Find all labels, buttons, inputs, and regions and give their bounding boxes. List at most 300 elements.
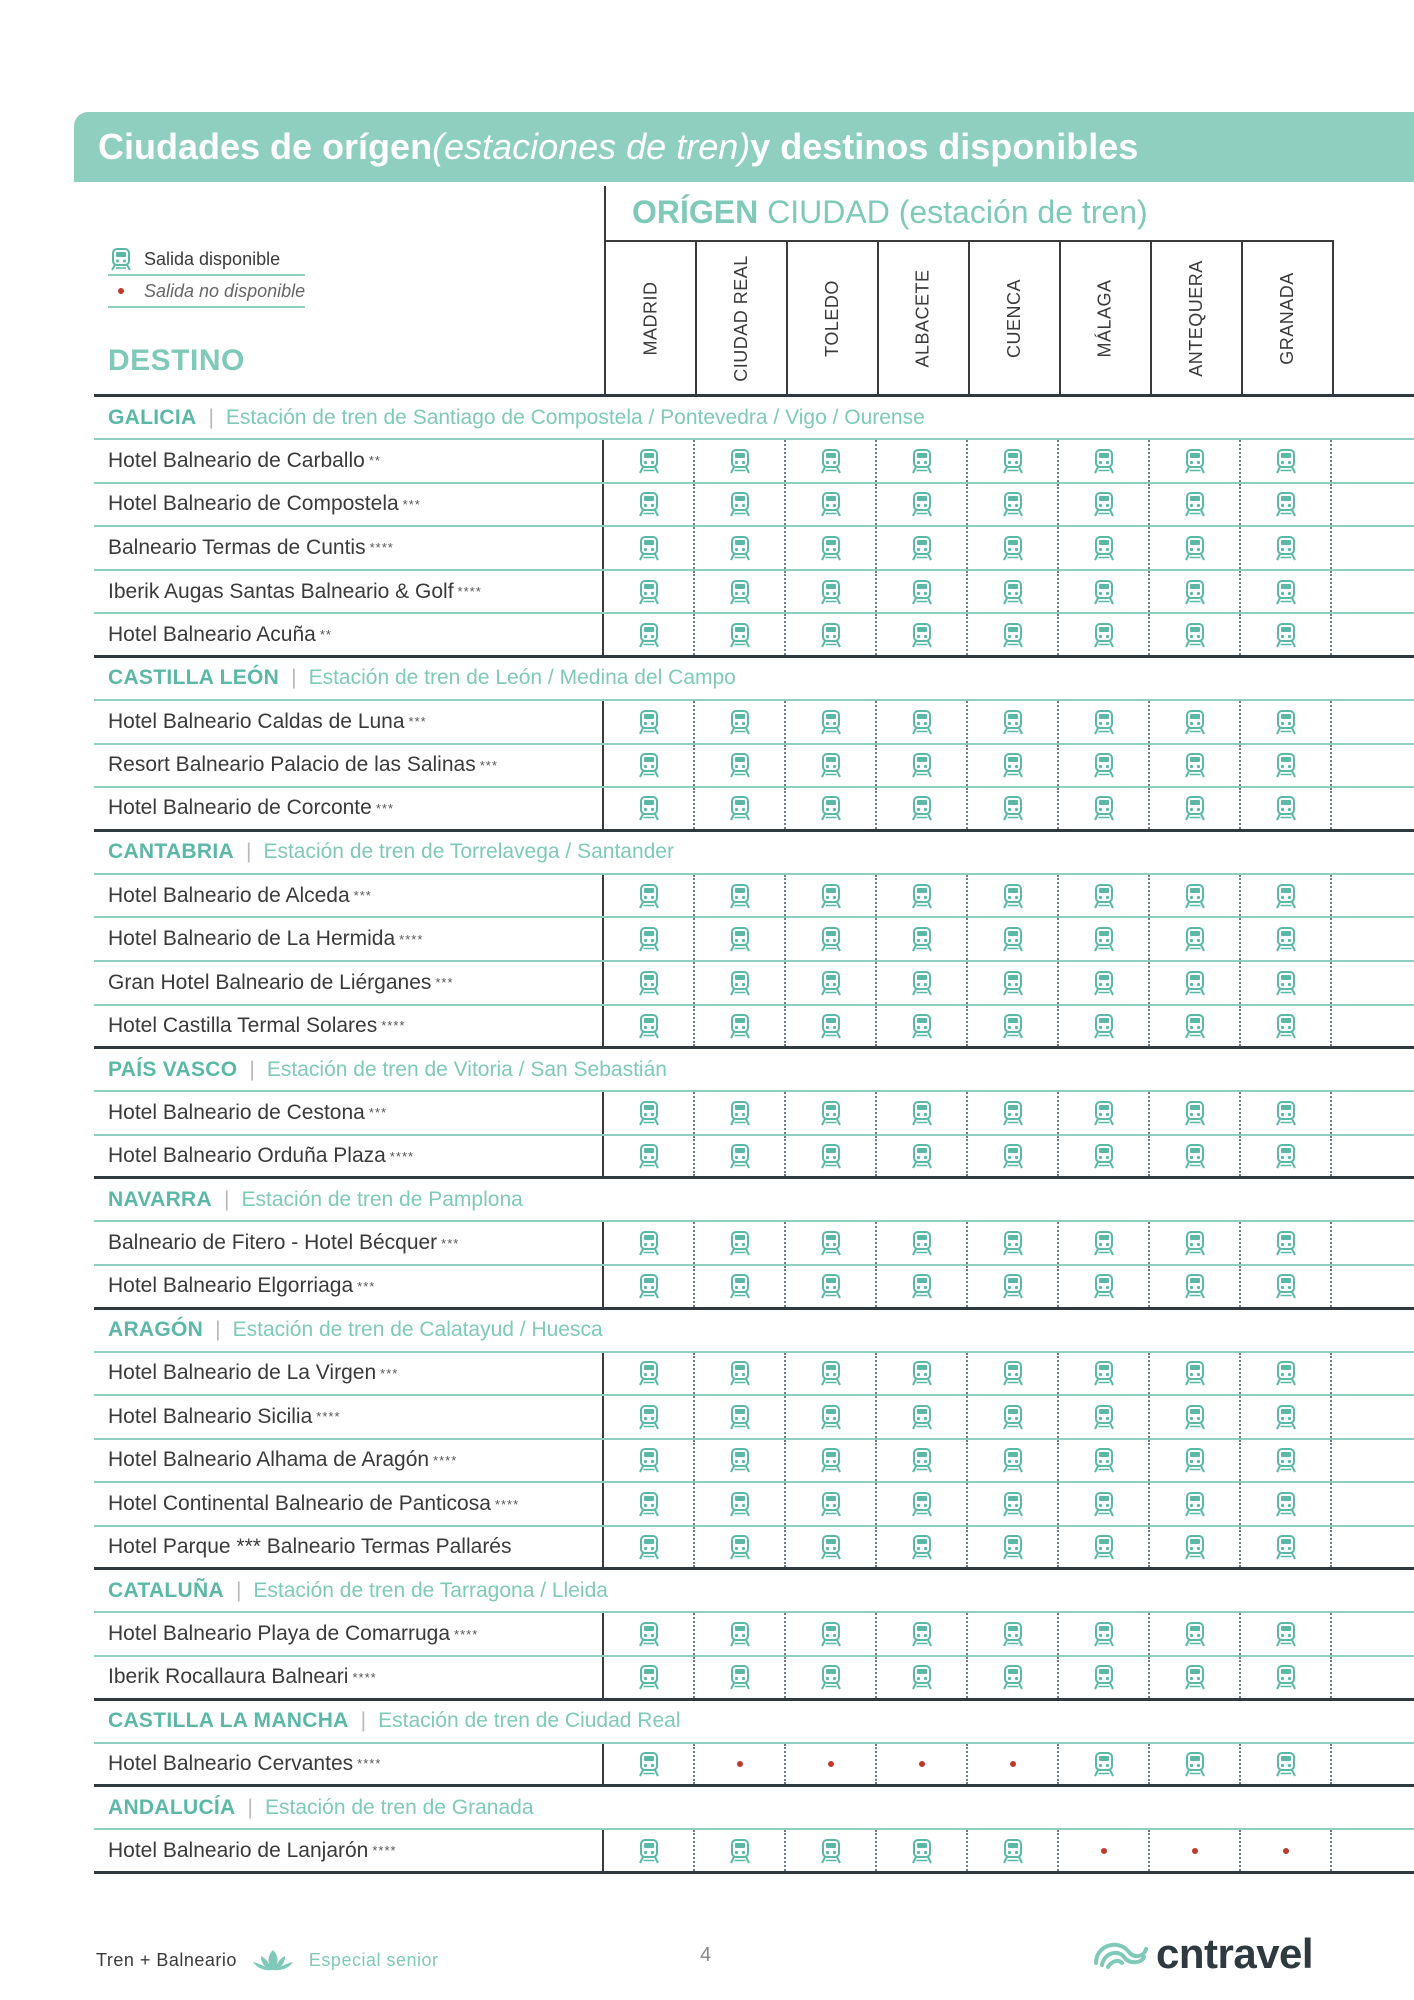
- availability-cell: [1059, 1440, 1150, 1482]
- train-icon: [1275, 1100, 1297, 1126]
- train-icon: [820, 1100, 842, 1126]
- availability-cell: [1059, 1613, 1150, 1655]
- hotel-stars: ***: [408, 714, 427, 730]
- availability-cell: [1150, 1006, 1241, 1047]
- availability-cell: [1241, 962, 1332, 1004]
- train-icon: [638, 622, 660, 648]
- origin-column-label: MÁLAGA: [1095, 278, 1115, 358]
- table-row: [94, 1613, 1414, 1657]
- train-icon: [1184, 1360, 1206, 1386]
- train-icon: [1093, 1143, 1115, 1169]
- availability-cell: [604, 1136, 695, 1177]
- legend-unavailable: [108, 276, 305, 308]
- availability-cell: [877, 1744, 968, 1785]
- availability-cell: [877, 701, 968, 743]
- availability-cell: [695, 1527, 786, 1568]
- train-icon: [1002, 970, 1024, 996]
- region-station: Estación de tren de Calatayud / Huesca: [232, 1318, 603, 1341]
- separator: |: [291, 666, 297, 690]
- hotel-stars: ***: [357, 1278, 376, 1294]
- availability-cell: [1150, 571, 1241, 613]
- availability-cell: [968, 1136, 1059, 1177]
- table-row: [94, 962, 1414, 1006]
- separator: |: [208, 405, 214, 429]
- availability-cell: [968, 1613, 1059, 1655]
- availability-cell: [877, 1830, 968, 1871]
- availability-cell: [604, 1830, 695, 1871]
- separator: |: [245, 840, 252, 864]
- train-icon: [820, 1143, 842, 1169]
- availability-cell: [968, 1527, 1059, 1568]
- availability-cell: [604, 1527, 695, 1568]
- train-icon: [1184, 752, 1206, 778]
- availability-cell: [1059, 1006, 1150, 1047]
- train-icon: [729, 1230, 751, 1256]
- availability-cell: [1150, 1353, 1241, 1395]
- availability-cell: [1241, 745, 1332, 787]
- region-name: CASTILLA LA MANCHA: [108, 1709, 349, 1733]
- availability-cell: [877, 1527, 968, 1568]
- train-icon: [1275, 883, 1297, 909]
- availability-cell: [1059, 1483, 1150, 1525]
- train-icon: [911, 1447, 933, 1473]
- availability-cell: [1059, 1136, 1150, 1177]
- availability-cell: [1241, 1396, 1332, 1438]
- table-row: [94, 745, 1414, 789]
- hotel-name: Balneario Termas de Cuntis: [108, 535, 366, 559]
- availability-cell: [968, 1006, 1059, 1047]
- availability-cell: [968, 1483, 1059, 1525]
- train-icon: [911, 1273, 933, 1299]
- table-row: [94, 1657, 1414, 1701]
- table-row: [94, 1483, 1414, 1527]
- hotel-name: Hotel Balneario de Compostela: [108, 492, 399, 516]
- hotel-name-cell: [94, 440, 604, 482]
- availability-cell: [604, 1396, 695, 1438]
- origin-column-label: MADRID: [640, 281, 660, 355]
- region-station: Estación de tren de Granada: [265, 1795, 534, 1819]
- origin-column-header: [970, 240, 1061, 394]
- footer-right: Especial senior: [308, 1949, 439, 1970]
- legend-available-label: Salida disponible: [144, 248, 281, 269]
- train-icon: [1184, 448, 1206, 474]
- hotel-name: Iberik Augas Santas Balneario & Golf: [108, 579, 454, 603]
- table-row: [94, 484, 1414, 528]
- availability-cell: [1059, 1527, 1150, 1568]
- legend: [108, 244, 305, 308]
- hotel-stars: ***: [441, 1235, 460, 1251]
- origin-column-header: [606, 240, 697, 394]
- train-icon: [1093, 926, 1115, 952]
- train-icon: [1093, 795, 1115, 821]
- hotel-name: Hotel Balneario Acuña: [108, 622, 316, 646]
- train-icon: [1184, 1100, 1206, 1126]
- hotel-name-cell: [94, 1440, 604, 1482]
- availability-cell: [877, 571, 968, 613]
- train-icon: [638, 579, 660, 605]
- train-icon: [1184, 579, 1206, 605]
- availability-cell: [604, 962, 695, 1004]
- table-row: [94, 875, 1414, 919]
- train-icon: [729, 622, 751, 648]
- availability-cell: [1241, 614, 1332, 655]
- availability-cell: [786, 1396, 877, 1438]
- availability-cell: [968, 918, 1059, 960]
- train-icon: [1002, 752, 1024, 778]
- origin-column-label: ALBACETE: [913, 268, 934, 368]
- availability-cell: [786, 1440, 877, 1482]
- train-icon: [820, 1404, 842, 1430]
- region-station: Estación de tren de Pamplona: [241, 1187, 523, 1211]
- availability-cell: [604, 701, 695, 743]
- hotel-name: Hotel Continental Balneario de Panticosa: [108, 1492, 491, 1516]
- origin-column-header: [788, 240, 879, 394]
- hotel-name: Hotel Parque *** Balneario Termas Pallarés: [108, 1535, 512, 1559]
- train-icon: [1275, 535, 1297, 561]
- availability-cell: [786, 962, 877, 1004]
- hotel-stars: ***: [375, 800, 395, 816]
- availability-cell: [1241, 1092, 1332, 1134]
- train-icon: [1093, 1751, 1115, 1777]
- availability-cell: [968, 1657, 1059, 1698]
- availability-cell: [968, 1830, 1059, 1871]
- train-icon: [638, 1273, 660, 1299]
- availability-cell: [1241, 1830, 1332, 1871]
- train-icon: [1093, 491, 1115, 517]
- availability-cell: [786, 1483, 877, 1525]
- train-icon: [638, 795, 660, 821]
- origin-column-header: [1152, 240, 1243, 394]
- train-icon: [820, 1491, 842, 1517]
- availability-cell: [1150, 527, 1241, 569]
- hotel-name-cell: [94, 1830, 604, 1871]
- train-icon: [1275, 926, 1297, 952]
- train-icon: [1184, 926, 1206, 952]
- hotel-stars: ****: [352, 1669, 377, 1685]
- availability-cell: [877, 1657, 968, 1698]
- availability-cell: [1241, 701, 1332, 743]
- train-icon: [1275, 1404, 1297, 1430]
- train-icon: [1275, 970, 1297, 996]
- region-station: Estación de tren de Torrelavega / Santander: [263, 840, 674, 864]
- train-icon: [911, 1404, 933, 1430]
- train-icon: [729, 1664, 751, 1690]
- train-icon: [638, 970, 660, 996]
- origin-column-label: ANTEQUERA: [1186, 259, 1206, 377]
- hotel-name-cell: [94, 1353, 604, 1395]
- availability-cell: [1059, 875, 1150, 917]
- availability-cell: [695, 1396, 786, 1438]
- availability-cell: [968, 1396, 1059, 1438]
- region-header: [94, 1701, 1414, 1744]
- table-row: [94, 1136, 1414, 1180]
- train-icon: [1002, 1143, 1024, 1169]
- red-dot-icon: [1283, 1848, 1289, 1854]
- train-icon: [1093, 1447, 1115, 1473]
- region-name: CANTABRIA: [108, 840, 234, 864]
- availability-cell: [1059, 614, 1150, 655]
- availability-cell: [695, 1266, 786, 1307]
- region-name: GALICIA: [108, 405, 197, 429]
- availability-cell: [968, 875, 1059, 917]
- train-icon: [1002, 1664, 1024, 1690]
- region-name: PAÍS VASCO: [108, 1057, 238, 1081]
- availability-cell: [604, 1266, 695, 1307]
- hotel-name: Hotel Balneario de Cestona: [108, 1100, 365, 1124]
- train-icon: [820, 883, 842, 909]
- hotel-name-cell: [94, 1527, 604, 1568]
- availability-cell: [786, 701, 877, 743]
- availability-cell: [1150, 1222, 1241, 1264]
- availability-cell: [877, 1136, 968, 1177]
- hotel-name: Hotel Balneario de Alceda: [108, 883, 350, 907]
- availability-cell: [1150, 1266, 1241, 1307]
- availability-cell: [786, 1266, 877, 1307]
- train-icon: [1184, 1143, 1206, 1169]
- title-part-3: y destinos disponibles: [750, 126, 1139, 167]
- train-icon: [1093, 1013, 1115, 1039]
- origin-column-header: [1061, 240, 1152, 394]
- separator: |: [247, 1795, 253, 1819]
- separator: |: [235, 1578, 242, 1602]
- train-icon: [911, 1143, 933, 1169]
- availability-cell: [604, 1440, 695, 1482]
- train-icon: [820, 491, 842, 517]
- train-icon: [1093, 1100, 1115, 1126]
- hotel-name-cell: [94, 527, 604, 569]
- train-icon: [1275, 1013, 1297, 1039]
- availability-cell: [786, 1527, 877, 1568]
- availability-cell: [1241, 1483, 1332, 1525]
- train-icon: [1275, 752, 1297, 778]
- train-icon: [1002, 709, 1024, 735]
- availability-cell: [786, 1657, 877, 1698]
- availability-cell: [1150, 745, 1241, 787]
- train-icon: [820, 926, 842, 952]
- hotel-stars: ****: [381, 1018, 406, 1034]
- train-icon: [638, 1534, 660, 1560]
- availability-cell: [786, 1830, 877, 1871]
- availability-cell: [604, 1222, 695, 1264]
- availability-cell: [1241, 788, 1332, 829]
- train-icon: [820, 1838, 842, 1864]
- availability-cell: [1059, 1353, 1150, 1395]
- train-icon: [1093, 1491, 1115, 1517]
- hotel-name-cell: [94, 484, 604, 526]
- availability-cell: [1059, 701, 1150, 743]
- region-station: Estación de tren de Santiago de Compostela / Pontevedra / Vigo / Ourense: [225, 405, 925, 429]
- availability-cell: [877, 1092, 968, 1134]
- table-row: [94, 788, 1414, 832]
- table-row: [94, 1266, 1414, 1310]
- availability-cell: [877, 1396, 968, 1438]
- availability-cell: [786, 1353, 877, 1395]
- hotel-name-cell: [94, 745, 604, 787]
- availability-cell: [786, 875, 877, 917]
- availability-cell: [786, 1092, 877, 1134]
- availability-cell: [1150, 1657, 1241, 1698]
- train-icon: [1184, 1664, 1206, 1690]
- availability-cell: [1150, 1527, 1241, 1568]
- hotel-stars: ***: [479, 757, 498, 773]
- train-icon: [911, 448, 933, 474]
- availability-cell: [604, 440, 695, 482]
- train-icon: [911, 1621, 933, 1647]
- train-icon: [1002, 1404, 1024, 1430]
- region-header: [94, 832, 1414, 875]
- availability-cell: [604, 484, 695, 526]
- hotel-stars: ****: [399, 931, 424, 947]
- train-icon: [1184, 1751, 1206, 1777]
- train-icon: [1275, 1360, 1297, 1386]
- availability-cell: [695, 962, 786, 1004]
- train-icon: [638, 1404, 660, 1430]
- train-icon: [1184, 1447, 1206, 1473]
- page-number: 4: [700, 1944, 712, 1966]
- hotel-stars: **: [368, 453, 381, 469]
- region-header: [94, 1570, 1414, 1613]
- train-icon: [820, 1230, 842, 1256]
- availability-cell: [786, 571, 877, 613]
- availability-cell: [968, 701, 1059, 743]
- availability-cell: [877, 918, 968, 960]
- train-icon: [638, 1491, 660, 1517]
- hotel-name-cell: [94, 918, 604, 960]
- train-icon: [729, 752, 751, 778]
- availability-cell: [877, 1613, 968, 1655]
- availability-cell: [695, 875, 786, 917]
- availability-cell: [1150, 1092, 1241, 1134]
- train-icon: [820, 1273, 842, 1299]
- train-icon: [911, 1013, 933, 1039]
- red-dot-icon: [1101, 1848, 1107, 1854]
- availability-cell: [604, 875, 695, 917]
- availability-cell: [786, 527, 877, 569]
- train-icon: [1002, 491, 1024, 517]
- availability-cell: [1150, 440, 1241, 482]
- availability-cell: [1059, 1222, 1150, 1264]
- availability-cell: [968, 571, 1059, 613]
- train-icon: [911, 883, 933, 909]
- origin-column-label: TOLEDO: [822, 279, 842, 357]
- train-icon: [1184, 535, 1206, 561]
- region-header: [94, 658, 1414, 701]
- availability-cell: [786, 1222, 877, 1264]
- train-icon: [1184, 1230, 1206, 1256]
- hotel-stars: ***: [368, 1105, 388, 1121]
- train-icon: [729, 448, 751, 474]
- availability-cell: [968, 527, 1059, 569]
- availability-cell: [1059, 962, 1150, 1004]
- availability-cell: [695, 788, 786, 829]
- train-icon: [1275, 1447, 1297, 1473]
- train-icon: [1093, 1534, 1115, 1560]
- train-icon: [911, 1230, 933, 1256]
- availability-cell: [604, 1006, 695, 1047]
- hotel-name: Hotel Balneario Elgorriaga: [108, 1274, 354, 1298]
- region-name: ARAGÓN: [108, 1318, 204, 1341]
- region-station: Estación de tren de Ciudad Real: [378, 1709, 681, 1733]
- train-icon: [1002, 622, 1024, 648]
- train-icon: [638, 1621, 660, 1647]
- separator: |: [215, 1318, 221, 1341]
- train-icon: [729, 1100, 751, 1126]
- region-name: NAVARRA: [108, 1187, 212, 1211]
- train-icon: [820, 535, 842, 561]
- table-row: [94, 1830, 1414, 1874]
- train-icon: [911, 1664, 933, 1690]
- train-icon: [638, 1447, 660, 1473]
- availability-cell: [604, 571, 695, 613]
- train-icon: [729, 491, 751, 517]
- hotel-name: Gran Hotel Balneario de Liérganes: [108, 970, 432, 994]
- availability-cell: [877, 484, 968, 526]
- availability-cell: [695, 571, 786, 613]
- train-icon: [638, 1751, 660, 1777]
- train-icon: [820, 795, 842, 821]
- train-icon: [820, 1664, 842, 1690]
- train-icon: [911, 970, 933, 996]
- train-icon: [911, 709, 933, 735]
- train-icon: [820, 579, 842, 605]
- destino-label: DESTINO: [108, 344, 245, 377]
- availability-cell: [877, 875, 968, 917]
- availability-cell: [604, 527, 695, 569]
- hotel-name-cell: [94, 1744, 604, 1785]
- availability-cell: [1241, 1136, 1332, 1177]
- train-icon: [638, 535, 660, 561]
- availability-cell: [968, 962, 1059, 1004]
- table-row: [94, 1396, 1414, 1440]
- train-icon: [820, 1013, 842, 1039]
- availability-cell: [1241, 440, 1332, 482]
- availability-cell: [1241, 918, 1332, 960]
- availability-cell: [1150, 1136, 1241, 1177]
- table-row: [94, 1092, 1414, 1136]
- availability-cell: [604, 918, 695, 960]
- page-title-banner: [74, 112, 1414, 182]
- availability-cell: [695, 1744, 786, 1785]
- availability-cell: [877, 1353, 968, 1395]
- train-icon: [729, 883, 751, 909]
- train-icon: [1275, 1751, 1297, 1777]
- brand-logo: [1088, 1930, 1313, 1978]
- region-header: [94, 397, 1414, 440]
- availability-cell: [1241, 1527, 1332, 1568]
- hotel-name: Hotel Balneario Alhama de Aragón: [108, 1448, 430, 1472]
- availability-cell: [1241, 571, 1332, 613]
- train-icon: [1184, 1491, 1206, 1517]
- hotel-name-cell: [94, 1613, 604, 1655]
- availability-cell: [877, 962, 968, 1004]
- train-icon: [1002, 1447, 1024, 1473]
- train-icon: [108, 247, 134, 271]
- table-row: [94, 614, 1414, 658]
- brand-name: cntravel: [1156, 1930, 1314, 1977]
- availability-cell: [695, 918, 786, 960]
- train-icon: [638, 1664, 660, 1690]
- availability-cell: [695, 1092, 786, 1134]
- availability-cell: [968, 1266, 1059, 1307]
- availability-cell: [604, 1353, 695, 1395]
- train-icon: [1002, 1491, 1024, 1517]
- hotel-stars: ***: [353, 888, 372, 904]
- availability-cell: [877, 1440, 968, 1482]
- train-icon: [1275, 1273, 1297, 1299]
- availability-cell: [877, 788, 968, 829]
- hotel-name-cell: [94, 1657, 604, 1698]
- availability-cell: [877, 1266, 968, 1307]
